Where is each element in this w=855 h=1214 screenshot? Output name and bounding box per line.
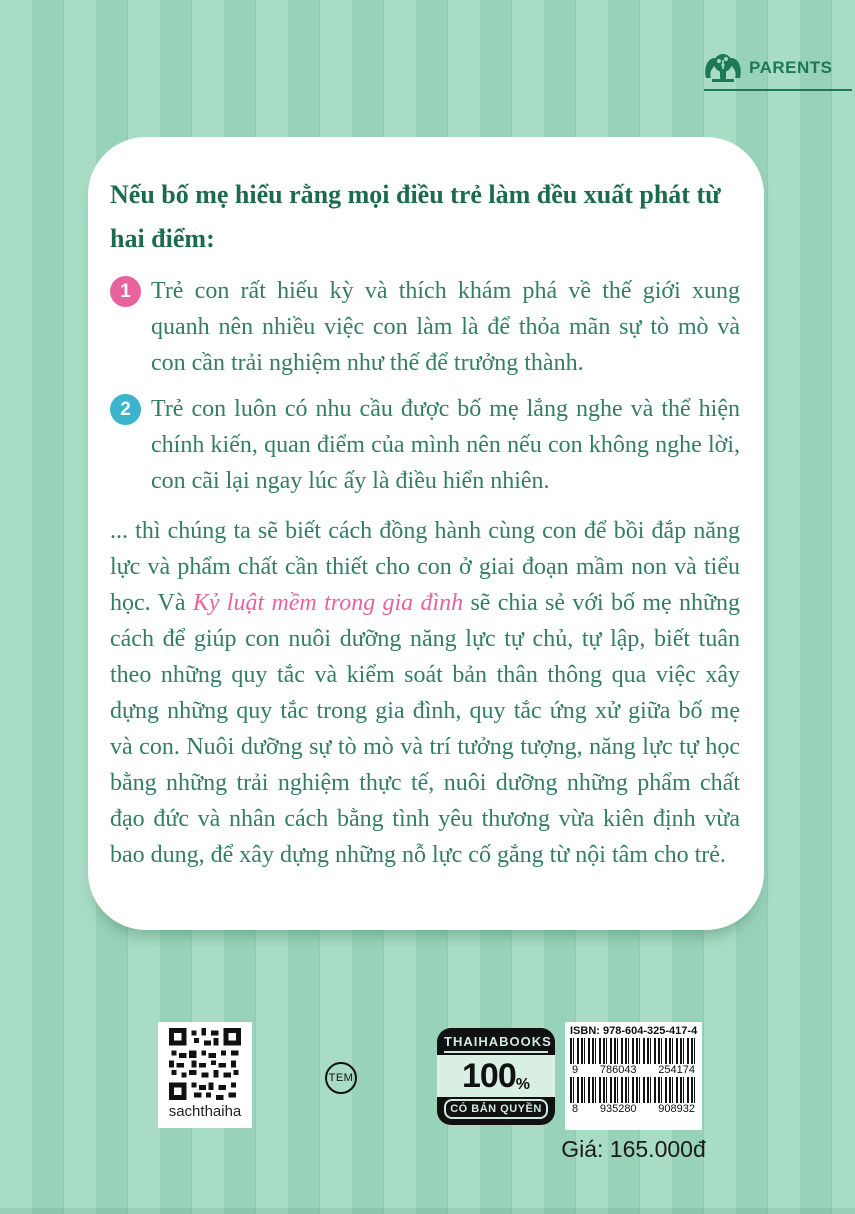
stamp-100-percent: 100 % xyxy=(437,1055,555,1097)
blurb-heading: Nếu bố mẹ hiểu rằng mọi điều trẻ làm đều xuất phát từ hai điểm: xyxy=(110,180,721,253)
point-2-text: Trẻ con luôn có nhu cầu được bố mẹ lắng nghe và thể hiện chính kiến, quan điểm của mình nên nếu con không nghe lời, con cãi lại ngay lúc ấy là điều hiển nhiên. xyxy=(151,396,740,494)
tem-stamp-circle: TEM xyxy=(325,1062,357,1094)
blurb-paragraph xyxy=(110,513,740,873)
bottom-edge-shadow xyxy=(0,1208,855,1214)
brand-underline xyxy=(704,89,852,91)
isbn-label: ISBN: 978-604-325-417-4 xyxy=(570,1025,698,1037)
point-1-number-badge: 1 xyxy=(110,276,141,307)
qr-code-icon xyxy=(169,1028,241,1100)
barcode-card xyxy=(565,1022,702,1130)
brand-name: PARENTS xyxy=(749,58,833,77)
point-2-number-badge: 2 xyxy=(110,394,141,425)
barcode-bottom-icon xyxy=(570,1077,697,1103)
point-1 xyxy=(110,273,740,381)
stamp-publisher: THAIHABOOKS xyxy=(444,1034,548,1053)
copyright-stamp xyxy=(437,1028,555,1125)
paragraph-before: ... thì chúng ta sẽ biết cách đồng hành cùng con để bồi đắp năng lực và phẩm chất cần thiết cho con ở giai đoạn mầm non và tiểu học. Và xyxy=(110,518,740,616)
stamp-copyright-text: CÓ BẢN QUYỀN xyxy=(444,1099,548,1119)
barcode-top-icon xyxy=(570,1038,697,1064)
qr-label: sachthaiha xyxy=(168,1103,242,1120)
point-2 xyxy=(110,391,740,499)
barcode-top-digits: 9 786043 254174 xyxy=(572,1064,695,1076)
publisher-brand xyxy=(704,52,854,91)
hands-tree-logo-icon xyxy=(704,52,742,84)
point-1-text: Trẻ con rất hiếu kỳ và thích khám phá về thế giới xung quanh nên nhiều việc con làm là để thỏa mãn sự tò mò và con cần trải nghiệm như thế để trưởng thành. xyxy=(151,278,740,376)
barcode-bottom-digits: 8 935280 908932 xyxy=(572,1103,695,1115)
qr-code-card xyxy=(158,1022,252,1128)
price-label: Giá: 165.000đ xyxy=(561,1136,706,1162)
paragraph-after: sẽ chia sẻ với bố mẹ những cách để giúp con nuôi dưỡng năng lực tự chủ, tự lập, biết tuân theo những quy tắc và kiểm soát bản thân thông qua việc xây dựng những quy tắc trong gia đình, quy tắc ứng xử giữa bố mẹ và con. Nuôi dưỡng sự tò mò và trí tưởng tượng, năng lực tự học bằng những trải nghiệm thực tế, nuôi dưỡng những phẩm chất đạo đức và nhân cách bằng tình yêu thương vừa kiên định vừa bao dung, để xây dựng những nỗ lực cố gắng từ nội tâm cho trẻ. xyxy=(110,590,740,868)
back-cover-text-panel xyxy=(88,137,764,930)
book-title: Kỷ luật mềm trong gia đình xyxy=(192,590,464,616)
